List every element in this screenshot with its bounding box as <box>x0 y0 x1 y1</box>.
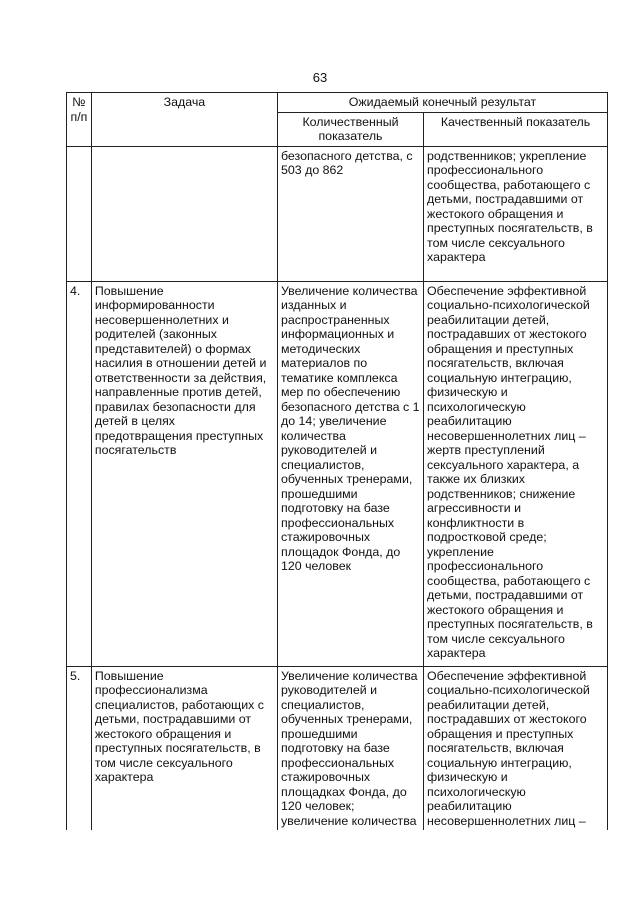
table-row <box>67 281 608 666</box>
cell-qualitative: Обеспечение эффективной социально-психологической реабилитации детей, пострадавших от жестокого обращения и преступных посягательств, включая социальную интеграцию, физическую и психологическую реабилитацию несовершеннолетних лиц – жертв преступлений сексуального характера, а также их близких родственников; снижение агрессивности и конфликтности в подростковой среде; укрепление профессионального сообщества, работающего с детьми, пострадавшими от жестокого обращения и преступных посягательств, в том числе сексуального характера <box>424 281 608 666</box>
table-header-row <box>67 93 608 113</box>
table-row <box>67 666 608 830</box>
cell-task: Повышение информированности несовершеннолетних и родителей (законных представителей) о формах насилия в отношении детей и ответственности за действия, направленные против детей, правилах безопасности для детей в целях предотвращения преступных посягательств <box>91 281 277 666</box>
header-quantitative: Количественный показатель <box>277 112 423 146</box>
table-row <box>67 146 608 281</box>
cell-task <box>91 146 277 281</box>
header-qualitative: Качественный показатель <box>424 112 608 146</box>
header-num: № п/п <box>67 93 92 147</box>
cell-quantitative: Увеличение количества руководителей и специалистов, обученных тренерами, прошедшими подготовку на базе профессиональных стажировочных площадках Фонда, до 120 человек; увеличение количества <box>277 666 423 830</box>
header-task: Задача <box>91 93 277 147</box>
cell-qualitative: Обеспечение эффективной социально-психологической реабилитации детей, пострадавших от жестокого обращения и преступных посягательств, включая социальную интеграцию, физическую и психологическую реабилитацию несовершеннолетних лиц – <box>424 666 608 830</box>
cell-qualitative: родственников; укрепление профессионального сообщества, работающего с детьми, пострадавшими от жестокого обращения и преступных посягательств, в том числе сексуального характера <box>424 146 608 281</box>
page-number: 63 <box>312 70 328 85</box>
cell-task: Повышение профессионализма специалистов, работающих с детьми, пострадавшими от жестокого обращения и преступных посягательств, в том числе сексуального характера <box>91 666 277 830</box>
cell-num <box>67 146 92 281</box>
cell-num: 5. <box>67 666 92 830</box>
header-expected: Ожидаемый конечный результат <box>277 93 607 113</box>
results-table <box>66 92 608 830</box>
cell-num: 4. <box>67 281 92 666</box>
cell-quantitative: безопасного детства, с 503 до 862 <box>277 146 423 281</box>
cell-quantitative: Увеличение количества изданных и распространенных информационных и методических материалов по тематике комплекса мер по обеспечению безопасного детства с 1 до 14; увеличение количества руководителей и специалистов, обученных тренерами, прошедшими подготовку на базе профессиональных стажировочных площадок Фонда, до 120 человек <box>277 281 423 666</box>
